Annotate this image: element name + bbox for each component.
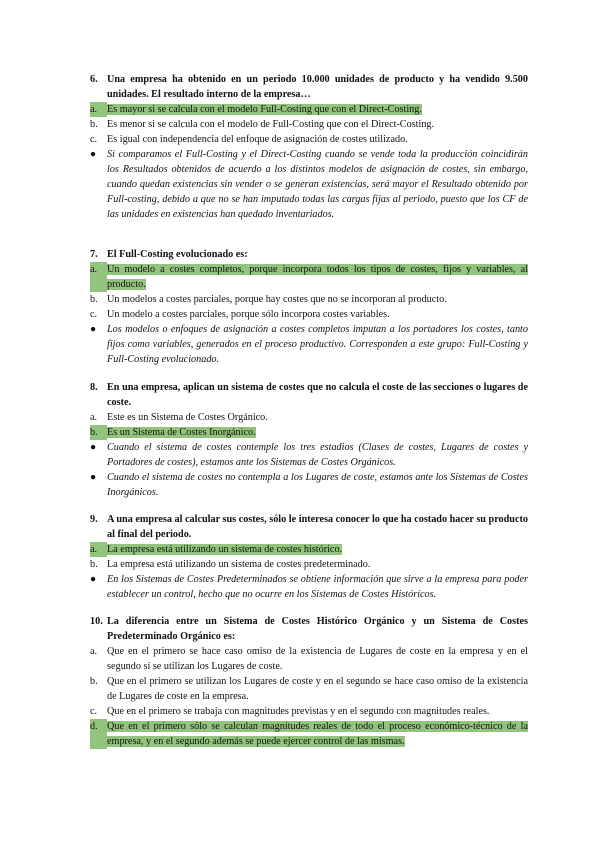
question-number: 8. — [90, 382, 98, 393]
option-label: a. — [90, 646, 98, 657]
option-a — [90, 410, 528, 425]
question-number: 10. — [90, 616, 103, 627]
option-label: a. — [90, 542, 107, 557]
question-text: La diferencia entre un Sistema de Costes Histórico Orgánico y un Sistema de Costes Predeterminado Orgánico es: — [107, 616, 528, 642]
option-text: Un modelo a costes parciales, porque sólo incorpora costes variables. — [107, 309, 390, 320]
option-b — [90, 425, 528, 440]
question-text: A una empresa al calcular sus costes, sólo le interesa conocer lo que ha costado hacer su producto al final del periodo. — [107, 514, 528, 540]
option-label: b. — [90, 294, 98, 305]
option-text-correct: Es un Sistema de Costes Inorgánico. — [107, 427, 256, 438]
explanation-note — [90, 440, 528, 470]
option-text: Que en el primero se trabaja con magnitudes previstas y en el segundo con magnitudes reales. — [107, 706, 490, 717]
option-label: d. — [90, 719, 107, 749]
option-text: Este es un Sistema de Costes Orgánico. — [107, 412, 268, 423]
explanation-text: Los modelos o enfoques de asignación a costes completos imputan a los portadores los costes, tanto fijos como variables, generados en el proceso productivo. Corresponden a este grupo: Full-Costing y Full-Costing evolucionado. — [107, 324, 528, 365]
option-label: c. — [90, 706, 98, 717]
question-text: Una empresa ha obtenido en un periodo 10.000 unidades de producto y ha vendido 9.500 unidades. El resultado interno de la empresa… — [107, 74, 528, 100]
bullet-icon: ● — [90, 149, 97, 160]
option-d — [90, 719, 528, 749]
option-c — [90, 704, 528, 719]
option-label: c. — [90, 309, 98, 320]
option-text: Un modelos a costes parciales, porque hay costes que no se incorporan al producto. — [107, 294, 447, 305]
question-number: 9. — [90, 514, 98, 525]
option-c — [90, 132, 528, 147]
explanation-text: Cuando el sistema de costes no contempla a los Lugares de coste, estamos ante los Sistemas de Costes Inorgánicos. — [107, 472, 528, 498]
question-heading — [90, 512, 528, 542]
option-text-correct: Que en el primero sólo se calculan magnitudes reales de todo el proceso económico-técnico de la empresa, y en el segundo además se puede ejercer control de las mismas. — [107, 721, 528, 747]
explanation-note — [90, 470, 528, 500]
option-text-correct: Es mayor si se calcula con el modelo Full-Costing que con el Direct-Costing. — [107, 104, 422, 115]
option-a — [90, 102, 528, 117]
question-heading — [90, 380, 528, 410]
option-a — [90, 542, 528, 557]
explanation-text: En los Sistemas de Costes Predeterminados se obtiene información que sirve a la empresa para poder establecer un control, hecho que no ocurre en los Sistemas de Costes Históricos. — [107, 574, 528, 600]
explanation-text: Cuando el sistema de costes contemple los tres estadios (Clases de costes, Lugares de costes y Portadores de costes), estamos ante los Sistemas de Costes Orgánicos. — [107, 442, 528, 468]
question-7 — [90, 247, 528, 367]
option-text: Que en el primero se hace caso omiso de la existencia de Lugares de coste en la empresa y en el segundo sí se utilizan los Lugares de coste. — [107, 646, 528, 672]
option-b — [90, 557, 528, 572]
option-label: c. — [90, 134, 98, 145]
option-a — [90, 644, 528, 674]
question-number: 6. — [90, 74, 98, 85]
question-8 — [90, 380, 528, 500]
question-heading — [90, 614, 528, 644]
explanation-note — [90, 147, 528, 222]
option-label: a. — [90, 102, 107, 117]
explanation-text: Si comparamos el Full-Costing y el Direct-Costing cuando se vende toda la producción coincidirán los Resultados obtenidos de acuerdo a los distintos modelos de asignación de costes, sin embargo, cuando quedan existencias sin vender o se generan existencias, será mayor el Resultado obtenido por Full-costing, debido a que no se han imputado todas las cargas fijas al periodo, puesto que los CF de las unidades en existencias han quedado inventariados. — [107, 149, 528, 220]
option-a — [90, 262, 528, 292]
question-heading — [90, 72, 528, 102]
explanation-note — [90, 572, 528, 602]
option-text-correct: La empresa está utilizando un sistema de costes histórico. — [107, 544, 343, 555]
option-text: La empresa está utilizando un sistema de costes predeterminado. — [107, 559, 371, 570]
question-text: En una empresa, aplican un sistema de costes que no calcula el coste de las secciones o lugares de coste. — [107, 382, 528, 408]
question-number: 7. — [90, 249, 98, 260]
option-text-correct: Un modelo a costes completos, porque incorpora todos los tipos de costes, fijos y variables, al producto. — [107, 264, 528, 290]
option-b — [90, 674, 528, 704]
bullet-icon: ● — [90, 324, 97, 335]
question-text: El Full-Costing evolucionado es: — [107, 249, 248, 260]
option-c — [90, 307, 528, 322]
option-label: b. — [90, 425, 107, 440]
question-10 — [90, 614, 528, 749]
option-label: a. — [90, 262, 107, 292]
bullet-icon: ● — [90, 442, 97, 453]
option-label: b. — [90, 119, 98, 130]
option-text: Que en el primero se utilizan los Lugares de coste y en el segundo se hace caso omiso de la existencia de Lugares de coste en la empresa. — [107, 676, 528, 702]
option-label: a. — [90, 412, 98, 423]
option-label: b. — [90, 676, 98, 687]
option-b — [90, 292, 528, 307]
option-b — [90, 117, 528, 132]
question-9 — [90, 512, 528, 602]
question-heading — [90, 247, 528, 262]
bullet-icon: ● — [90, 472, 97, 483]
option-text: Es menor si se calcula con el modelo de Full-Costing que con el Direct-Costing. — [107, 119, 435, 130]
option-label: b. — [90, 559, 98, 570]
option-text: Es igual con independencia del enfoque de asignación de costes utilizado. — [107, 134, 408, 145]
bullet-icon: ● — [90, 574, 97, 585]
question-6 — [90, 72, 528, 222]
explanation-note — [90, 322, 528, 367]
